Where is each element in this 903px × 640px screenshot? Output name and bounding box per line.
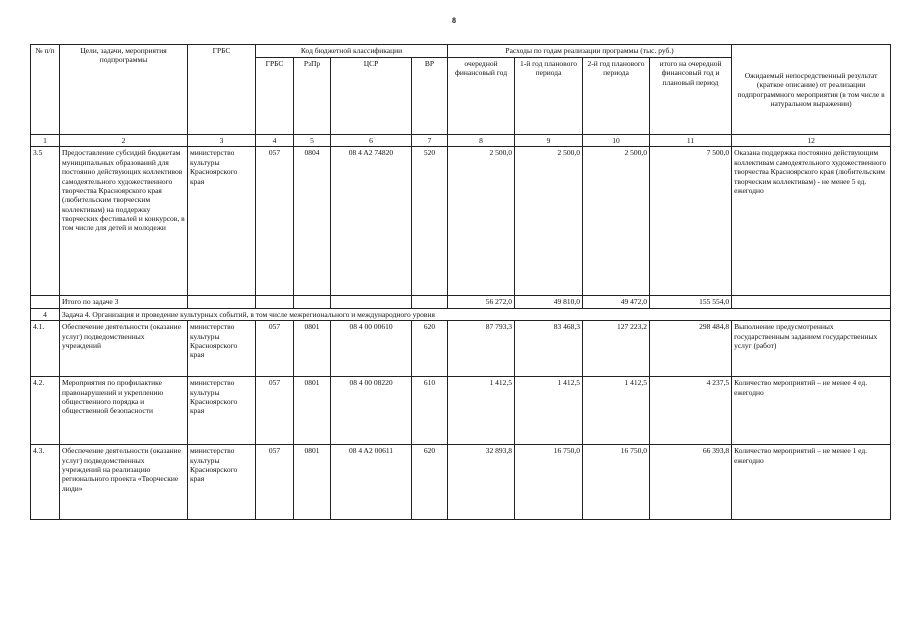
- header-exp-total: итого на очередной финансовый год и плановый период: [650, 58, 732, 135]
- header-bk-rzpr: РзПр: [294, 58, 331, 135]
- total-value-year2: 49 472,0: [583, 296, 650, 308]
- row-value-year2: 127 223,2: [583, 321, 650, 377]
- row-vr: 520: [412, 147, 448, 296]
- row-grbs: 057: [256, 445, 294, 520]
- row-name: Предоставление субсидий бюджетам муниципальных образований для постоянно действующих коллективов самодеятельного художественного творчества Красноярского края (любительским творческим коллективам) на поддержку творческих фестивалей и конкурсов, в том числе для детей и молодежи: [60, 147, 188, 296]
- row-csr: 08 4 00 08220: [331, 377, 412, 445]
- total-row: [31, 296, 891, 308]
- header-bk-csr: ЦСР: [331, 58, 412, 135]
- col-number: 4: [256, 135, 294, 147]
- header-no: № п/п: [31, 45, 60, 135]
- row-result: Оказана поддержка постоянно действующим коллективам самодеятельного художественного творчества Красноярского края (любительским творческим коллективам) - не менее 5 ед. ежегодно: [732, 147, 891, 296]
- row-value-current: 32 893,8: [448, 445, 515, 520]
- row-result: Количество мероприятий – не менее 4 ед. ежегодно: [732, 377, 891, 445]
- col-number: 7: [412, 135, 448, 147]
- program-table: [30, 44, 891, 520]
- table-row: [31, 321, 891, 377]
- task-no: 4: [31, 308, 60, 320]
- table-row: [31, 147, 891, 296]
- col-number: 10: [583, 135, 650, 147]
- row-no: 4.1.: [31, 321, 60, 377]
- col-number: 9: [515, 135, 583, 147]
- row-value-total: 66 393,8: [650, 445, 732, 520]
- col-number: 11: [650, 135, 732, 147]
- row-value-year2: 16 750,0: [583, 445, 650, 520]
- row-name: Обеспечение деятельности (оказание услуг) подведомственных учреждений: [60, 321, 188, 377]
- table-row: [31, 377, 891, 445]
- row-value-year2: 1 412,5: [583, 377, 650, 445]
- row-grbs-name: министерство культуры Красноярского края: [188, 377, 256, 445]
- row-no: 4.2.: [31, 377, 60, 445]
- row-value-current: 87 793,3: [448, 321, 515, 377]
- header-row-1: [31, 45, 891, 58]
- row-csr: 08 4 A2 00611: [331, 445, 412, 520]
- header-exp-current: очередной финансовый год: [448, 58, 515, 135]
- row-csr: 08 4 A2 74820: [331, 147, 412, 296]
- header-exp-year1: 1-й год планового периода: [515, 58, 583, 135]
- row-grbs: 057: [256, 147, 294, 296]
- col-number: 2: [60, 135, 188, 147]
- row-vr: 610: [412, 377, 448, 445]
- row-value-year2: 2 500,0: [583, 147, 650, 296]
- header-expenses: Расходы по годам реализации программы (тыс. руб.): [448, 45, 732, 58]
- total-value-year1: 49 810,0: [515, 296, 583, 308]
- page-number: 8: [452, 16, 456, 25]
- header-exp-year2: 2-й год планового периода: [583, 58, 650, 135]
- row-value-year1: 16 750,0: [515, 445, 583, 520]
- row-value-total: 7 500,0: [650, 147, 732, 296]
- row-rzpr: 0804: [294, 147, 331, 296]
- row-rzpr: 0801: [294, 377, 331, 445]
- row-value-year1: 1 412,5: [515, 377, 583, 445]
- row-value-year1: 83 468,3: [515, 321, 583, 377]
- col-number: 5: [294, 135, 331, 147]
- header-bk-code: Код бюджетной классификации: [256, 45, 448, 58]
- row-name: Мероприятия по профилактике правонарушений и укреплению общественного порядка и общественной безопасности: [60, 377, 188, 445]
- row-name: Обеспечение деятельности (оказание услуг) подведомственных учреждений на реализацию регионального проекта «Творческие люди»: [60, 445, 188, 520]
- row-grbs-name: министерство культуры Красноярского края: [188, 147, 256, 296]
- col-number: 6: [331, 135, 412, 147]
- row-no: 4.3.: [31, 445, 60, 520]
- row-grbs-name: министерство культуры Красноярского края: [188, 445, 256, 520]
- total-label: Итого по задаче 3: [60, 296, 188, 308]
- col-number: 3: [188, 135, 256, 147]
- row-no: 3.5: [31, 147, 60, 296]
- row-grbs: 057: [256, 377, 294, 445]
- row-vr: 620: [412, 445, 448, 520]
- row-value-current: 1 412,5: [448, 377, 515, 445]
- column-numbers-row: [31, 135, 891, 147]
- col-number: 1: [31, 135, 60, 147]
- row-csr: 08 4 00 00610: [331, 321, 412, 377]
- task-heading-row: [31, 308, 891, 320]
- header-grbs: ГРБС: [188, 45, 256, 135]
- row-grbs-name: министерство культуры Красноярского края: [188, 321, 256, 377]
- row-result: Выполнение предусмотренных государственным заданием государственных услуг (работ): [732, 321, 891, 377]
- total-value-sum: 155 554,0: [650, 296, 732, 308]
- row-value-total: 298 484,8: [650, 321, 732, 377]
- header-bk-grbs: ГРБС: [256, 58, 294, 135]
- row-rzpr: 0801: [294, 321, 331, 377]
- row-value-year1: 2 500,0: [515, 147, 583, 296]
- table-row: [31, 445, 891, 520]
- header-result: Ожидаемый непосредственный результат (краткое описание) от реализации подпрограммного мероприятия (в том числе в натуральном выражении): [732, 45, 891, 135]
- row-rzpr: 0801: [294, 445, 331, 520]
- row-grbs: 057: [256, 321, 294, 377]
- col-number: 12: [732, 135, 891, 147]
- total-value-current: 56 272,0: [448, 296, 515, 308]
- col-number: 8: [448, 135, 515, 147]
- row-value-total: 4 237,5: [650, 377, 732, 445]
- header-bk-vr: ВР: [412, 58, 448, 135]
- row-result: Количество мероприятий – не менее 1 ед. ежегодно: [732, 445, 891, 520]
- row-value-current: 2 500,0: [448, 147, 515, 296]
- task-label: Задача 4. Организация и проведение культурных событий, в том числе межрегионального и международного уровня: [60, 308, 891, 320]
- header-goals: Цели, задачи, мероприятия подпрограммы: [60, 45, 188, 135]
- row-vr: 620: [412, 321, 448, 377]
